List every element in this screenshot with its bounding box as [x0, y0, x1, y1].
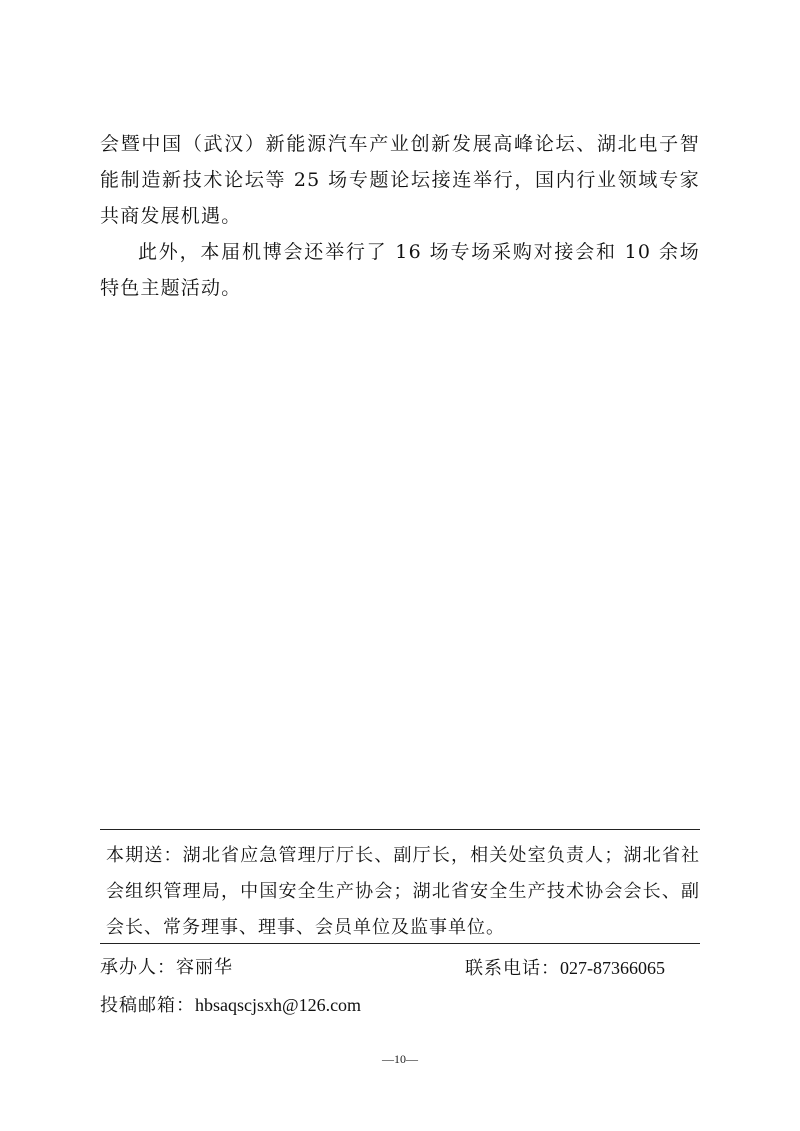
email-label: 投稿邮箱：	[100, 995, 195, 1016]
body-paragraph: 此外，本届机博会还举行了 16 场专场采购对接会和 10 余场特色主题活动。	[100, 241, 700, 299]
phone-label: 联系电话：	[465, 958, 560, 979]
handler-label: 承办人：	[100, 957, 176, 978]
handler-name: 容丽华	[176, 957, 233, 978]
page-number: —10—	[382, 1052, 418, 1066]
footer-divider-top	[100, 829, 700, 830]
phone-line	[465, 950, 665, 987]
article-body	[100, 126, 700, 306]
distribution-text: 本期送：湖北省应急管理厅厅长、副厅长，相关处室负责人；湖北省社会组织管理局，中国安全生产协会；湖北省安全生产技术协会会长、副会长、常务理事、理事、会员单位及监事单位。	[106, 845, 700, 938]
phone-number: 027-87366065	[560, 958, 665, 978]
footer-divider-bottom	[100, 943, 700, 944]
email-address: hbsaqscjsxh@126.com	[195, 995, 362, 1015]
handler-line	[100, 950, 233, 986]
body-paragraph: 会暨中国（武汉）新能源汽车产业创新发展高峰论坛、湖北电子智能制造新技术论坛等 25 场专题论坛接连举行，国内行业领域专家共商发展机遇。	[100, 133, 700, 227]
email-line	[100, 987, 361, 1024]
distribution-list	[106, 838, 700, 946]
